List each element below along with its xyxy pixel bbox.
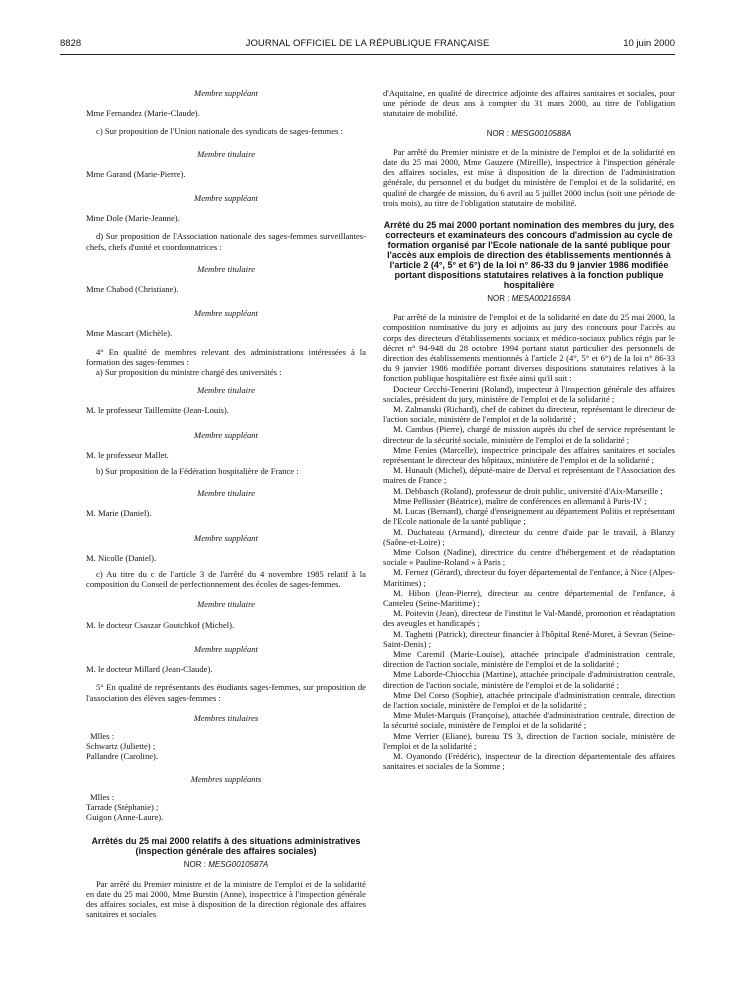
jury-member: Docteur Cecchi-Tenerini (Roland), inspecteur à l'inspection générale des affaires sociales, président du jury, ministère de l'emploi et de la solidarité ; bbox=[383, 383, 675, 404]
role-heading: Membre titulaire bbox=[197, 599, 255, 610]
proposal-paragraph: d) Sur proposition de l'Association nationale des sages-femmes surveillantes-chefs, chefs d'unité et coordonnatrices : bbox=[86, 231, 366, 252]
role-heading: Membre suppléant bbox=[194, 193, 258, 204]
jury-member: M. Hunault (Michel), député-maire de Derval et représentant de l'Association des maires de France ; bbox=[383, 465, 675, 486]
role-heading: Membre suppléant bbox=[194, 532, 258, 543]
issue-date: 10 juin 2000 bbox=[623, 38, 675, 49]
jury-member: M. Lucas (Bernard), chargé d'enseignement au département Politis et représentant de l'Ecole nationale de la santé publique ; bbox=[383, 506, 675, 527]
jury-member: M. Poitevin (Jean), directeur de l'institut le Val-Mandé, promotion et réadaptation des aveugles et handicapés ; bbox=[383, 608, 675, 629]
member-name: M. le professeur Mallet. bbox=[86, 449, 169, 460]
jury-member: Mme Pellissier (Béatrice), maître de conférences en allemand à Paris-IV ; bbox=[393, 495, 647, 506]
nor-reference: NOR : MESA0021659A bbox=[487, 294, 571, 304]
jury-member: M. Debbasch (Roland), professeur de droit public, université d'Aix-Marseille ; bbox=[393, 485, 663, 496]
jury-member: M. Hibon (Jean-Pierre), directeur au centre départemental de l'enfance, à Canteleu (Seine-Maritime) ; bbox=[383, 587, 675, 608]
member-name: Mme Chabod (Christiane). bbox=[86, 284, 179, 295]
jury-member: Mme Verrier (Eliane), bureau TS 3, direction de l'action sociale, ministère de l'emploi et de la solidarité ; bbox=[383, 730, 675, 751]
member-name: M. le professeur Taillemitte (Jean-Louis). bbox=[86, 405, 229, 416]
jury-member: M. Taghetti (Patrick), directeur financier à l'hôpital René-Muret, à Sevran (Seine-Saint-Denis) ; bbox=[383, 628, 675, 649]
decree-paragraph: Par arrêté de la ministre de l'emploi et de la solidarité en date du 25 mai 2000, la composition nominative du jury et adjoints au jury des concours pour l'accès au corps des directeurs d'établissements sociaux et médico-sociaux publics régis par le décret n° 94-948 du 28 octobre 1994 portant statut particulier des personnels de direction des établissements mentionnés à l'article 2 (4°, 5° et 6°) de la loi n° 86-33 du 9 janvier 1986 modifiée portant diverses dispositions statutaires relatives à la fonction publique hospitalière est fixée ainsi qu'il suit : bbox=[383, 312, 675, 384]
left-column bbox=[86, 88, 366, 919]
decree-paragraph: d'Aquitaine, en qualité de directrice adjointe des affaires sanitaires et sociales, pour une période de deux ans à compter du 31 mars 2000, au titre de l'obligation statutaire de mobilité. bbox=[383, 88, 675, 119]
role-heading: Membre suppléant bbox=[194, 88, 258, 98]
page-header bbox=[60, 38, 675, 52]
section-paragraph: 4° En qualité de membres relevant des administrations intéressées à la formation des sages-femmes : bbox=[86, 346, 366, 367]
member-name: M. le docteur Csaszar Goutchkof (Michel). bbox=[86, 619, 235, 630]
proposal-paragraph: a) Sur proposition du ministre chargé des universités : bbox=[96, 367, 282, 378]
member-name: Tarrade (Stéphanie) ; bbox=[86, 801, 159, 812]
decree-heading: Arrêté du 25 mai 2000 portant nomination des membres du jury, des correcteurs et examinateurs des concours d'admission au cycle de formation organisé par l'Ecole nationale de la santé publique pour l'accès aux emplois de direction des établissements mentionnés à l'article 2 (4°, 5° et 6°) de la loi n° 86-33 du 9 janvier 1986 modifiée portant dispositions statutaires relatives à la fonction publique hospitalière bbox=[383, 220, 675, 291]
nor-reference: NOR : MESG0010587A bbox=[183, 860, 269, 870]
jury-member: Mme Laborde-Chiocchia (Martine), attachée principale d'administration centrale, direction de l'action sociale, ministère de l'emploi et de la solidarité ; bbox=[383, 669, 675, 690]
member-name: Mme Mascart (Michèle). bbox=[86, 328, 173, 339]
decree-paragraph: Par arrêté du Premier ministre et de la ministre de l'emploi et de la solidarité en date du 25 mai 2000, Mme Burstin (Anne), inspectrice à l'inspection générale des affaires sociales, est mise à disposition de la direction régionale des affaires sanitaires et sociales bbox=[86, 878, 366, 920]
section-paragraph: 5° En qualité de représentants des étudiants sages-femmes, sur proposition de l'association des élèves sages-femmes : bbox=[86, 682, 366, 703]
role-heading: Membres titulaires bbox=[193, 712, 259, 723]
nor-reference: NOR : MESG0010588A bbox=[486, 128, 572, 138]
role-heading: Membre suppléant bbox=[194, 429, 258, 440]
decree-heading: Arrêtés du 25 mai 2000 relatifs à des situations administratives (inspection générale des affaires sociales) bbox=[91, 836, 361, 857]
member-name: Mme Garand (Marie-Pierre). bbox=[86, 168, 186, 179]
jury-member: Mme Caremil (Marie-Louise), attachée principale d'administration centrale, direction de l'action sociale, ministère de l'emploi et de la solidarité ; bbox=[383, 648, 675, 670]
proposal-paragraph: c) Au titre du c de l'article 3 de l'arrêté du 4 novembre 1985 relatif à la composition du Conseil de perfectionnement des écoles de sages-femmes. bbox=[86, 569, 366, 590]
role-heading: Membre suppléant bbox=[194, 308, 258, 319]
header-rule bbox=[60, 54, 675, 55]
member-group-label: Mlles : bbox=[90, 730, 115, 741]
member-name: Schwartz (Juliette) ; bbox=[86, 741, 156, 752]
proposal-paragraph: c) Sur proposition de l'Union nationale des syndicats de sages-femmes : bbox=[96, 126, 343, 137]
member-name: Mme Dole (Marie-Jeanne). bbox=[86, 213, 180, 224]
member-name: Guigon (Anne-Laure). bbox=[86, 812, 164, 823]
jury-member: Mme Fenies (Marcelle), inspectrice principale des affaires sanitaires et sociales représentant le directeur des hôpitaux, ministère de l'emploi et de la solidarité ; bbox=[383, 444, 675, 466]
jury-member: M. Fernez (Gérard), directeur du foyer départemental de l'enfance, à Nice (Alpes-Maritimes) ; bbox=[383, 567, 675, 588]
jury-member: Mme Del Corso (Sophie), attachée principale d'administration centrale, direction de l'action sociale, ministère de l'emploi et de la solidarité ; bbox=[383, 689, 675, 710]
member-name: Pallandre (Caroline). bbox=[86, 751, 159, 762]
decree-paragraph: Par arrêté du Premier ministre et de la ministre de l'emploi et de la solidarité en date du 25 mai 2000, Mme Gauzere (Mireille), inspectrice à l'inspection générale des affaires sociales, est mise à disposition de la direction de l'administration générale, du personnel et du budget du ministère de l'emploi et de la solidarité, en qualité de chargée de mission, du 6 avril au 5 juillet 2000 inclus (soit une période de trois mois), au titre de l'obligation statutaire de mobilité. bbox=[383, 146, 675, 208]
proposal-paragraph: b) Sur proposition de la Fédération hospitalière de France : bbox=[96, 466, 299, 477]
jury-member: Mme Colson (Nadine), directrice du centre d'hébergement et de réadaptation sociale « Pauline-Roland » à Paris ; bbox=[383, 546, 675, 568]
right-column bbox=[383, 88, 675, 771]
page-number: 8828 bbox=[60, 38, 82, 49]
role-heading: Membre titulaire bbox=[197, 385, 255, 396]
role-heading: Membre suppléant bbox=[194, 643, 258, 654]
jury-member: M. Duchateau (Armand), directeur du centre d'aide par le travail, à Blanzy (Saône-et-Loire) ; bbox=[383, 526, 675, 547]
member-group-label: Mlles : bbox=[90, 791, 115, 802]
jury-member: M. Cambus (Pierre), chargé de mission auprès du chef de service représentant le directeur de la sécurité sociale, ministère de l'emploi et de la solidarité ; bbox=[383, 424, 675, 445]
member-name: M. Nicolle (Daniel). bbox=[86, 552, 157, 563]
member-name: Mme Fernandez (Marie-Claude). bbox=[86, 108, 200, 119]
role-heading: Membre titulaire bbox=[197, 488, 255, 499]
role-heading: Membre titulaire bbox=[197, 263, 255, 274]
jury-member: M. Zalmanski (Richard), chef de cabinet du directeur, représentant le directeur de l'action sociale, ministère de l'emploi et de la solidarité ; bbox=[383, 404, 675, 425]
member-name: M. le docteur Millard (Jean-Claude). bbox=[86, 664, 213, 675]
journal-title: JOURNAL OFFICIEL DE LA RÉPUBLIQUE FRANÇAISE bbox=[245, 38, 490, 49]
jury-member: M. Oyanondo (Frédéric), inspecteur de la direction départementale des affaires sanitaires et sociales de la Somme ; bbox=[383, 750, 675, 772]
role-heading: Membres suppléants bbox=[190, 773, 262, 784]
jury-member: Mme Mulet-Marquis (Françoise), attachée d'administration centrale, direction de la sécurité sociale, ministère de l'emploi et de la solidarité ; bbox=[383, 710, 675, 731]
member-name: M. Marie (Daniel). bbox=[86, 508, 152, 519]
role-heading: Membre titulaire bbox=[197, 148, 255, 159]
